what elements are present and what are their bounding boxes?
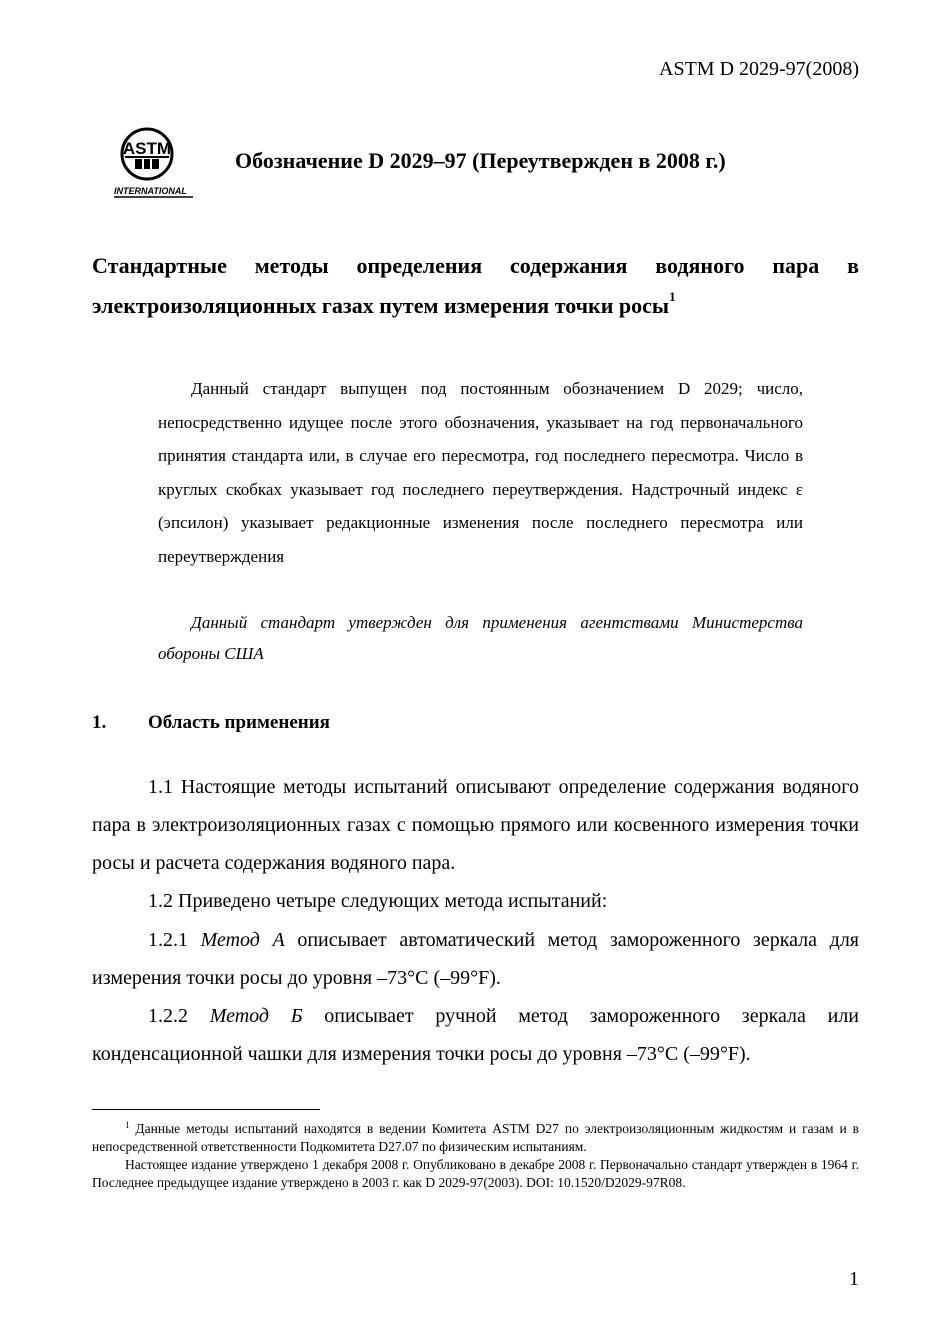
method-a-label: Метод А — [200, 929, 285, 951]
logo-text: ASTM — [122, 139, 172, 158]
section-title: Область применения — [148, 712, 330, 733]
footnote-1-text: Данные методы испытаний находятся в ведении Комитета ASTM D27 по электроизоляционным жидкостям и газам и в непосредственной ответственности Подкомитета D27.07 по физическим испытаниям. — [92, 1121, 859, 1154]
standard-designation: Обозначение D 2029–97 (Переутвержден в 2008 г.) — [235, 148, 726, 173]
dod-approval-notice: Данный стандарт утвержден для применения агентствами Министерства обороны США — [158, 613, 803, 663]
section-heading — [92, 712, 330, 734]
astm-logo — [113, 126, 195, 202]
footnote-edition: Настоящее издание утверждено 1 декабря 2008 г. Опубликовано в декабре 2008 г. Первоначально стандарт утвержден в 1964 г. Последнее предыдущее издание утверждено в 2003 г. как D 2029-97(2003). DOI: 10.1520/D2029-97R08. — [92, 1157, 859, 1190]
document-title — [92, 246, 859, 326]
paragraph-1-2-2-text: описывает ручной метод замороженного зеркала или конденсационной чашки для измерения точки росы до уровня –73°C (–99°F). — [92, 1005, 860, 1065]
title-text: Стандартные методы определения содержания водяного пара в электроизоляционных газах путем измерения точки росы — [92, 253, 859, 318]
method-b-label: Метод Б — [209, 1005, 303, 1027]
paragraph-1-2-1-number: 1.2.1 — [148, 929, 188, 951]
paragraph-1-2-2 — [92, 997, 859, 1073]
paragraph-1-2-1-text: описывает автоматический метод замороженного зеркала для измерения точки росы до уровня –73°C (–99°F). — [92, 929, 859, 989]
paragraph-1-2: 1.2 Приведено четыре следующих метода испытаний: — [148, 890, 608, 912]
page-number: 1 — [849, 1268, 859, 1290]
section-number: 1. — [92, 712, 107, 733]
footnote-separator — [92, 1109, 320, 1110]
footnote-marker: 1 — [125, 1120, 130, 1130]
footnote-1 — [92, 1120, 859, 1155]
paragraph-1-2-1 — [92, 921, 859, 997]
document-code: ASTM D 2029-97(2008) — [659, 58, 859, 80]
title-footnote-marker: 1 — [669, 289, 676, 304]
designation-notice: Данный стандарт выпущен под постоянным обозначением D 2029; число, непосредственно идущее после этого обозначения, указывает на год первоначального принятия стандарта или, в случае его пересмотра, год последнего пересмотра. Число в круглых скобках указывает год последнего переутверждения. Надстрочный индекс ε (эпсилон) указывает редакционные изменения после последнего пересмотра или переутверждения — [158, 379, 803, 566]
paragraph-1-2-2-number: 1.2.2 — [148, 1005, 188, 1027]
paragraph-1-1: 1.1 Настоящие методы испытаний описывают определение содержания водяного пара в электроизоляционных газах с помощью прямого или косвенного измерения точки росы и расчета содержания водяного пара. — [92, 776, 859, 874]
logo-subtext: INTERNATIONAL — [114, 186, 187, 196]
